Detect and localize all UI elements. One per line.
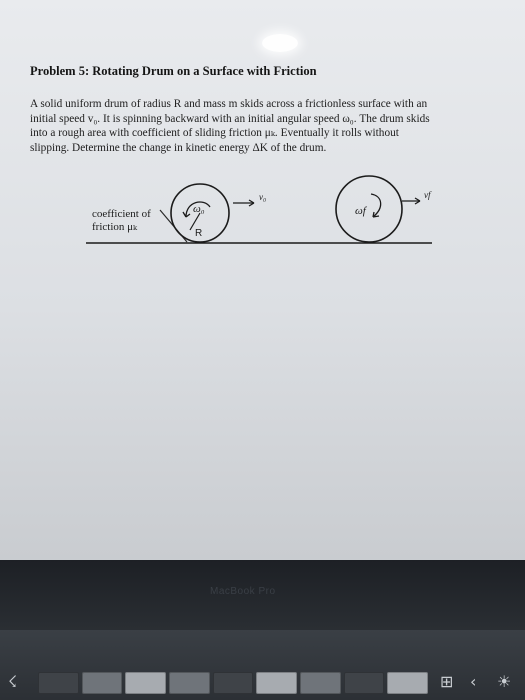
omega0-label: ω₀: [193, 203, 205, 215]
final-drum: [336, 176, 402, 242]
touch-bar-key[interactable]: [256, 672, 297, 694]
statement-line-3: into a rough area with coefficient of sliding friction μₖ. Eventually it rolls without: [30, 127, 399, 139]
v0-label: v₀: [259, 192, 267, 202]
touch-bar-key[interactable]: [344, 672, 385, 694]
friction-label-line-2: friction μₖ: [92, 221, 138, 233]
statement-line-1: A solid uniform drum of radius R and mass m skids across a frictionless surface with an: [30, 98, 428, 110]
statement-line-4: slipping. Determine the change in kinetic energy ΔK of the drum.: [30, 141, 327, 154]
add-icon[interactable]: ⊞: [440, 672, 454, 691]
hand-icon: ☇: [8, 672, 18, 691]
friction-label-line-1: coefficient of: [92, 208, 151, 220]
screen-glare: [262, 34, 298, 52]
vf-label: vf: [424, 190, 431, 200]
omegaf-arrow: [371, 194, 381, 217]
radius-label: R: [195, 228, 203, 239]
problem-statement: [30, 97, 490, 155]
laptop-brand: MacBook Pro: [210, 586, 276, 597]
touch-bar-key[interactable]: [38, 672, 79, 694]
touch-bar-key[interactable]: [125, 672, 166, 694]
brightness-icon[interactable]: ☀: [497, 672, 512, 691]
touch-bar-key[interactable]: [169, 672, 210, 694]
touch-bar-key[interactable]: [82, 672, 123, 694]
statement-line-2: initial speed v₀. It is spinning backward with an initial angular speed ω₀. The drum skids: [30, 112, 430, 125]
omegaf-label: ωf: [355, 205, 366, 217]
touch-bar-key[interactable]: [300, 672, 341, 694]
touch-bar: [38, 672, 428, 694]
chevron-left-icon[interactable]: ‹: [470, 672, 477, 691]
drum-diagram: [0, 170, 525, 270]
touch-bar-key[interactable]: [213, 672, 254, 694]
problem-title: Problem 5: Rotating Drum on a Surface with Friction: [30, 64, 317, 78]
touch-bar-key[interactable]: [387, 672, 428, 694]
